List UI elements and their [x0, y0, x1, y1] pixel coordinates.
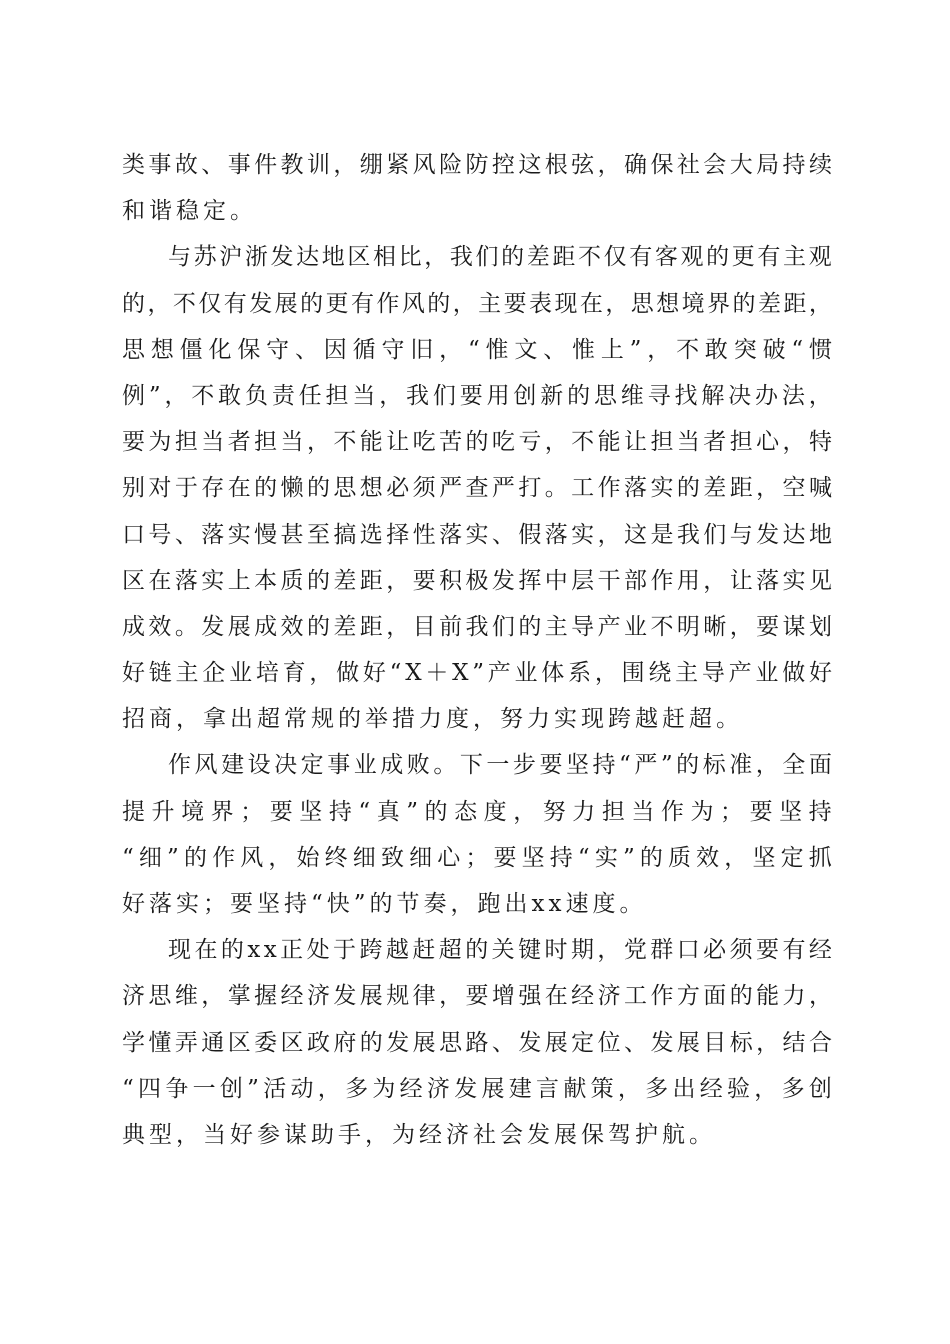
- text-line: 的 ， 不 仅 有 发 展 的 更 有 作 风 的 ， 主 要 表 现 在 ， 思 想 境 界 的 差 距 ，: [122, 290, 832, 317]
- text-line: 别 对 于 存 在 的 懒 的 思 想 必 须 严 查 严 打 。 工 作 落 实 的 差 距 ， 空 喊: [122, 475, 832, 502]
- text-line: 与 苏 沪 浙 发 达 地 区 相 比 ， 我 们 的 差 距 不 仅 有 客 观 的 更 有 主 观: [168, 244, 832, 271]
- text-line: “ 四 争 一 创 ” 活 动 ， 多 为 经 济 发 展 建 言 献 策 ， 多 出 经 验 ， 多 创: [122, 1075, 832, 1102]
- document-body: [122, 142, 832, 1158]
- text-line: 作 风 建 设 决 定 事 业 成 败 。 下 一 步 要 坚 持 “ 严 ” 的 标 准 ， 全 面: [168, 752, 832, 779]
- text-line: 招商，拿出超常规的举措力度，努力实现跨越赶超。: [122, 706, 743, 733]
- text-line: “ 细 ” 的 作 风 ， 始 终 细 致 细 心 ； 要 坚 持 “ 实 ” 的 质 效 ， 坚 定 抓: [122, 844, 832, 871]
- text-line: 口 号 、 落 实 慢 甚 至 搞 选 择 性 落 实 、 假 落 实 ， 这 是 我 们 与 发 达 地: [122, 521, 832, 548]
- text-line: 典型，当好参谋助手，为经济社会发展保驾护航。: [122, 1121, 716, 1148]
- text-line: 好落实；要坚持“快”的节奏，跑出xx速度。: [122, 891, 647, 917]
- text-line: 和谐稳定。: [122, 198, 257, 225]
- text-line: 提 升 境 界 ； 要 坚 持 “ 真 ” 的 态 度 ， 努 力 担 当 作 为 ； 要 坚 持: [122, 798, 832, 825]
- text-line: 济 思 维 ， 掌 握 经 济 发 展 规 律 ， 要 增 强 在 经 济 工 作 方 面 的 能 力 ，: [122, 983, 832, 1010]
- text-line: 学 懂 弄 通 区 委 区 政 府 的 发 展 思 路 、 发 展 定 位 、 发 展 目 标 ， 结 合: [122, 1029, 832, 1056]
- text-line: 成 效 。 发 展 成 效 的 差 距 ， 目 前 我 们 的 主 导 产 业 不 明 晰 ， 要 谋 划: [122, 613, 832, 640]
- text-line: 例 ” ， 不 敢 负 责 任 担 当 ， 我 们 要 用 创 新 的 思 维 寻 找 解 决 办 法 ，: [122, 382, 832, 409]
- text-line: 要 为 担 当 者 担 当 ， 不 能 让 吃 苦 的 吃 亏 ， 不 能 让 担 当 者 担 心 ， 特: [122, 429, 832, 456]
- text-line: 思 想 僵 化 保 守 、 因 循 守 旧 ， “ 惟 文 、 惟 上 ” ， 不 敢 突 破 “ 惯: [122, 336, 832, 363]
- text-line: 类 事 故 、 事 件 教 训 ， 绷 紧 风 险 防 控 这 根 弦 ， 确 保 社 会 大 局 持 续: [122, 152, 832, 178]
- text-line: 区 在 落 实 上 本 质 的 差 距 ， 要 积 极 发 挥 中 层 干 部 作 用 ， 让 落 实 见: [122, 567, 832, 594]
- text-line: 现 在 的 x x 正 处 于 跨 越 赶 超 的 关 键 时 期 ， 党 群 口 必 须 要 有 经: [168, 937, 832, 964]
- text-line: 好 链 主 企 业 培 育 ， 做 好 “ X ＋ X ” 产 业 体 系 ， 围 绕 主 导 产 业 做 好: [122, 660, 832, 687]
